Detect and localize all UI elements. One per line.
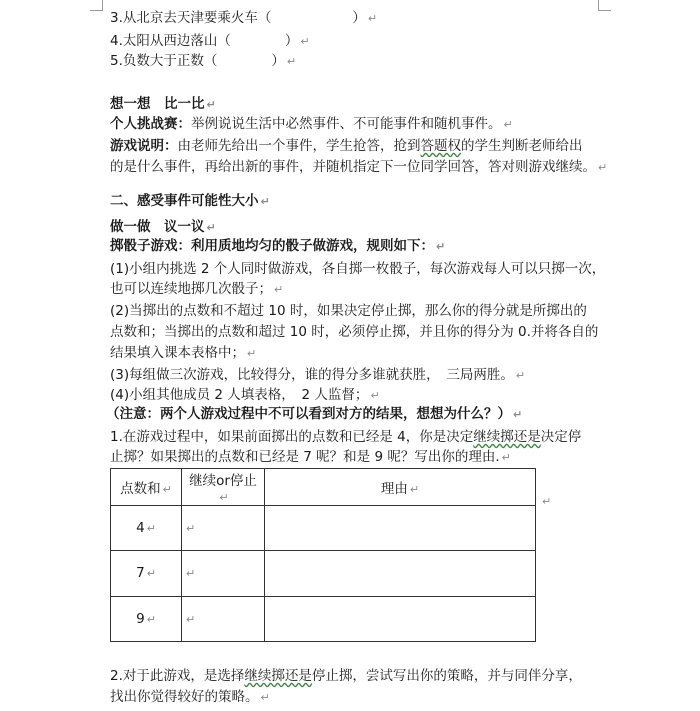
row-end-marks: ↵ bbox=[542, 495, 552, 508]
question-2-line-1: 2.对于此游戏，是选择继续掷还是停止掷，尝试写出你的策略，并与同伴分享， bbox=[110, 668, 582, 684]
header-sum: 点数和 ↵ bbox=[111, 469, 182, 506]
header-reason: 理由 ↵ bbox=[265, 469, 536, 506]
question-2-line-2: 找出你觉得较好的策略。 ↵ bbox=[110, 689, 270, 705]
cell-choice[interactable]: ↵ bbox=[182, 596, 265, 641]
cell-reason[interactable] bbox=[265, 506, 536, 551]
decision-table bbox=[110, 468, 536, 642]
cell-sum: 4 ↵ bbox=[111, 506, 182, 551]
table-row bbox=[111, 596, 536, 641]
game-description-line-2: 的是什么事件，再给出新的事件，并随机指定下一位同学回答，答对则游戏继续。 ↵ bbox=[110, 159, 608, 175]
rule-2-line-2: 点数和；当掷出的点数和超过 10 时，必须停止掷，并且你的得分为 0.并将各自的 bbox=[110, 324, 599, 340]
rule-3: (3)每组做三次游戏，比较得分，谁的得分多谁就获胜， 三局两胜。 ↵ bbox=[110, 367, 526, 383]
question-3: 3.从北京去天津要乘火车（ ） ↵ bbox=[110, 10, 378, 26]
cell-sum: 7 ↵ bbox=[111, 551, 182, 596]
rule-1-line-1: (1)小组内挑选 2 个人同时做游戏，各自掷一枚骰子，每次游戏每人可以只掷一次， bbox=[110, 261, 606, 277]
header-continue-or-stop: 继续or停止↵ bbox=[182, 469, 265, 506]
cell-reason[interactable] bbox=[265, 596, 536, 641]
cell-reason[interactable] bbox=[265, 551, 536, 596]
personal-challenge: 个人挑战赛：举例说说生活中必然事件、不可能事件和随机事件。 ↵ bbox=[110, 116, 513, 132]
question-4: 4.太阳从西边落山（ ） ↵ bbox=[110, 33, 310, 49]
section-2-title: 二、感受事件可能性大小 ↵ bbox=[110, 193, 270, 209]
question-1-line-2: 止掷？如果掷出的点数和已经是 7 呢？和是 9 呢？写出你的理由. ↵ bbox=[110, 449, 511, 465]
note: （注意：两个人游戏过程中不可以看到对方的结果，想想为什么？） ↵ bbox=[106, 406, 523, 422]
table-row bbox=[111, 506, 536, 551]
dice-game-title: 掷骰子游戏：利用质地均匀的骰子做游戏，规则如下： ↵ bbox=[110, 238, 446, 254]
rule-4: (4)小组其他成员 2 人填表格， 2 人监督； ↵ bbox=[110, 387, 380, 403]
question-1-line-1: 1.在游戏过程中，如果前面掷出的点数和已经是 4，你是决定继续掷还是决定停 bbox=[110, 429, 582, 445]
table-row bbox=[111, 551, 536, 596]
think-compare-heading: 想一想 比一比 ↵ bbox=[110, 96, 216, 112]
margin-corner-mark bbox=[598, 0, 611, 11]
rule-1-line-2: 也可以连续地掷几次骰子； ↵ bbox=[110, 281, 284, 297]
do-discuss-heading: 做一做 议一议 ↵ bbox=[110, 219, 216, 235]
table-header-row bbox=[111, 469, 536, 506]
margin-corner-mark bbox=[90, 0, 103, 11]
game-description-line-1: 游戏说明：由老师先给出一个事件，学生抢答，抢到答题权的学生判断老师给出 bbox=[110, 138, 583, 154]
rule-2-line-3: 结果填入课本表格中； ↵ bbox=[110, 345, 257, 361]
question-5: 5.负数大于正数（ ） ↵ bbox=[110, 53, 297, 69]
cell-choice[interactable]: ↵ bbox=[182, 551, 265, 596]
rule-2-line-1: (2)当掷出的点数和不超过 10 时，如果决定停止掷，那么你的得分就是所掷出的 bbox=[110, 303, 587, 319]
cell-sum: 9 ↵ bbox=[111, 596, 182, 641]
cell-choice[interactable]: ↵ bbox=[182, 506, 265, 551]
